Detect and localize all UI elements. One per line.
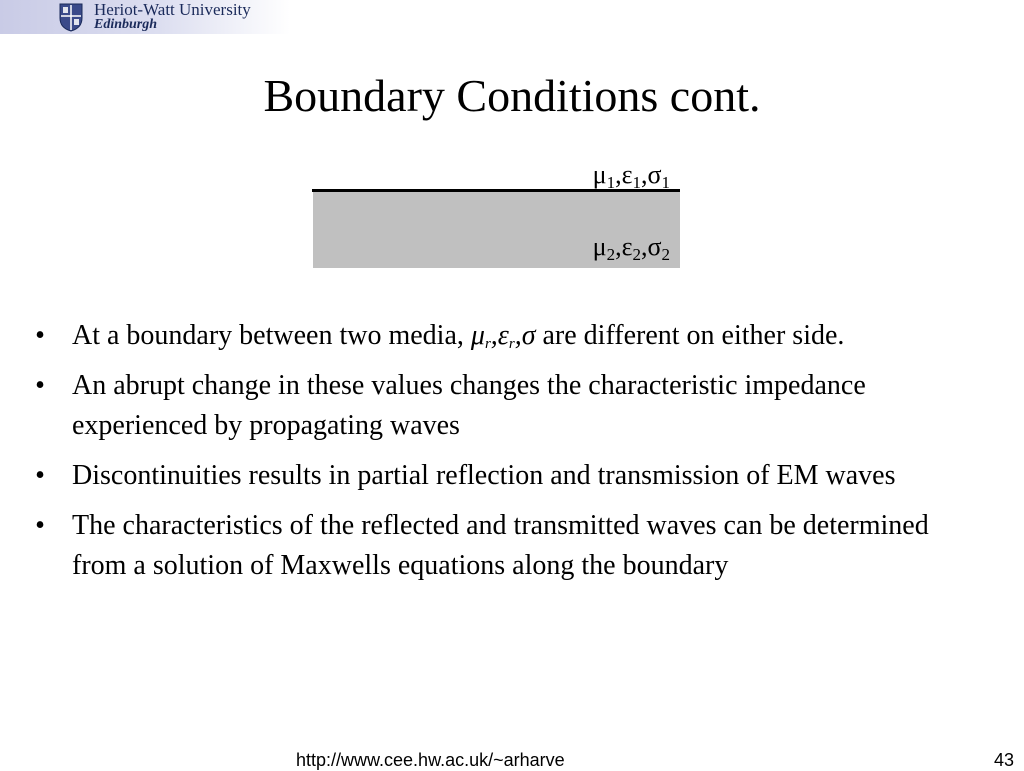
inline-math: $\mu_r,\varepsilon_r,\sigma$ — [470, 320, 536, 352]
bullet-symbol: • — [35, 320, 45, 351]
bullet-symbol: • — [35, 510, 45, 541]
university-city: Edinburgh — [94, 17, 158, 32]
bullet-symbol: • — [35, 370, 45, 401]
university-logo-bar — [0, 0, 290, 34]
bullet-item — [30, 456, 980, 496]
bullet-list — [30, 316, 980, 596]
crest-icon — [58, 2, 84, 32]
medium-2-parameters: $\mu_2,\varepsilon_2,\sigma_2$ — [592, 232, 670, 264]
university-name: Heriot-Watt University — [94, 0, 251, 19]
medium-1-parameters: $\mu_1,\varepsilon_1,\sigma_1$ — [592, 160, 670, 192]
bullet-text: The characteristics of the reflected and transmitted waves can be determined from a solution of Maxwells equations along the boundary — [72, 510, 929, 581]
bullet-item — [30, 506, 980, 586]
bullet-item — [30, 366, 980, 446]
bullet-symbol: • — [35, 460, 45, 491]
page-number: 43 — [993, 750, 1014, 770]
slide-title: Boundary Conditions cont. — [263, 70, 761, 121]
bullet-item — [30, 316, 980, 356]
bullet-text: At a boundary between two media, — [72, 320, 471, 351]
bullet-text: Discontinuities results in partial reflection and transmission of EM waves — [72, 460, 896, 491]
footer-url: http://www.cee.hw.ac.uk/~arharve — [296, 750, 565, 770]
bullet-text: are different on either side. — [535, 320, 845, 351]
bullet-text: An abrupt change in these values changes the characteristic impedance experienced by propagating waves — [72, 370, 866, 441]
boundary-diagram — [312, 160, 682, 270]
